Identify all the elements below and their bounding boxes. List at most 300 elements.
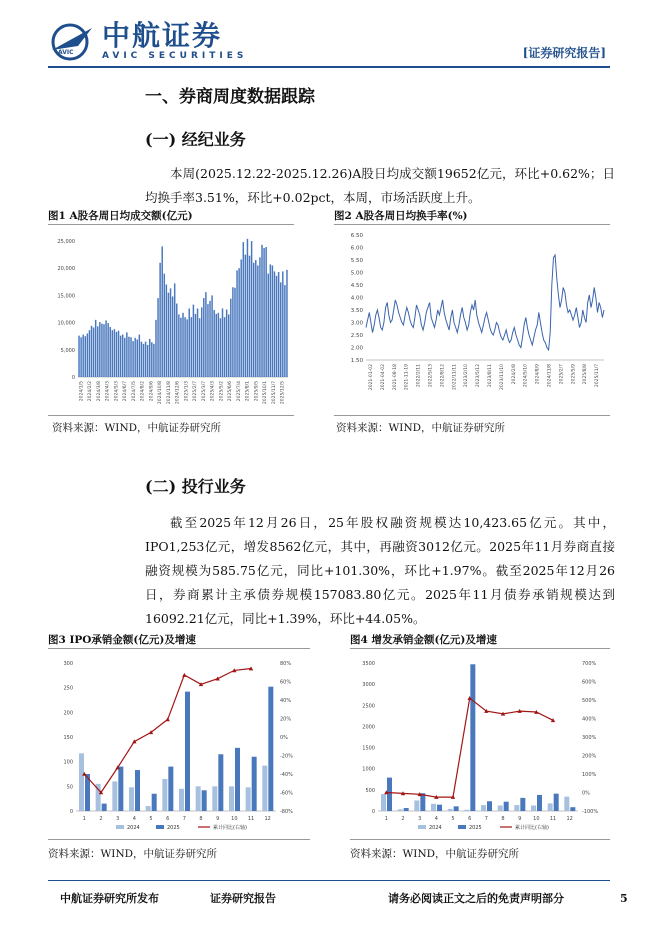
y-tick-label: 6.00 (350, 245, 363, 252)
y-tick-label: 2500 (362, 703, 375, 710)
bar (99, 322, 100, 377)
x-tick-label: 2021-08-18 (392, 364, 398, 391)
bar (103, 324, 104, 377)
x-tick-label: 2024/4/3 (105, 381, 111, 402)
x-tick-label: 2025/4/3 (210, 381, 216, 402)
bar (238, 268, 239, 377)
y2-tick-label: 80% (280, 661, 292, 667)
bar-2025 (504, 802, 509, 811)
y-tick-label: 0 (371, 809, 375, 815)
footer-rule (48, 880, 610, 881)
bar-2025 (470, 664, 475, 811)
bar (82, 335, 83, 377)
y-tick-label: 100 (63, 759, 73, 766)
bar (220, 318, 221, 377)
footer-report-type: 证券研究报告 (210, 892, 276, 905)
bar (124, 338, 125, 377)
bar (184, 317, 185, 377)
bar-2025 (102, 804, 107, 811)
x-tick-label: 2025/10/1 (263, 381, 269, 405)
bar (145, 342, 146, 377)
x-tick-label: 2024/5/10 (523, 364, 529, 388)
bar (243, 242, 244, 377)
bar (222, 308, 223, 377)
y-tick-label: 1000 (362, 766, 375, 773)
bar-2024 (381, 794, 386, 811)
bar (114, 329, 115, 377)
x-tick-label: 5 (149, 816, 153, 822)
x-tick-label: 2025/1/3 (184, 381, 190, 402)
x-tick-label: 10 (231, 816, 238, 822)
bar (182, 313, 183, 377)
x-tick-label: 2024/1/5 (79, 381, 85, 402)
figure1-title: 图1 A股各周日均成交额(亿元) (48, 210, 193, 222)
y2-tick-label: 60% (280, 679, 292, 686)
x-tick-label: 2021-04-02 (380, 364, 386, 391)
bar (249, 256, 250, 377)
legend-label-2025: 2025 (469, 825, 482, 831)
y-tick-label: 5.00 (350, 270, 363, 277)
bar-2024 (262, 766, 267, 811)
legend-swatch-2025 (156, 825, 164, 829)
bar (137, 339, 138, 377)
bar (78, 336, 79, 377)
legend-label-2025: 2025 (167, 825, 180, 831)
figure2-source: 资料来源：WIND，中航证券研究所 (336, 422, 506, 434)
legend-label-2024: 2024 (429, 825, 442, 831)
x-tick-label: 2024/12/6 (175, 381, 181, 405)
x-tick-label: 2025/2/7 (559, 364, 565, 385)
subsection-title-brokerage: (一) 经纪业务 (145, 130, 246, 149)
bar (245, 255, 246, 377)
x-tick-label: 2025/5/2 (219, 381, 225, 402)
x-tick-label: 2023/2/10 (464, 364, 470, 388)
bar (180, 318, 181, 377)
x-tick-label: 2022/5/13 (428, 364, 434, 388)
y2-tick-label: -100% (582, 809, 599, 815)
bar (85, 336, 86, 377)
bar (226, 310, 227, 377)
bar (118, 331, 119, 377)
bar-2025 (487, 801, 492, 811)
bar-2025 (218, 754, 223, 811)
bar (116, 332, 117, 377)
yoy-point (182, 673, 186, 677)
y-tick-label: 250 (63, 685, 73, 692)
bar (143, 344, 144, 377)
y-tick-label: 4.00 (350, 295, 363, 302)
y-tick-label: 3500 (362, 661, 375, 667)
bar (186, 319, 187, 377)
legend-label-yoy: 累计同比(右轴) (515, 825, 549, 831)
bar (134, 338, 135, 377)
x-tick-label: 2021-11-19 (404, 364, 410, 391)
bar (213, 310, 214, 377)
bar (178, 314, 179, 377)
bar (97, 326, 98, 377)
bar (176, 304, 177, 377)
bar-2024 (531, 806, 536, 811)
bar (157, 298, 158, 377)
avic-logo-icon (48, 20, 96, 62)
legend-swatch-2024 (116, 825, 124, 829)
figure3-source: 资料来源：WIND，中航证券研究所 (48, 848, 218, 860)
y2-tick-label: 400% (582, 716, 597, 723)
bar-2025 (118, 767, 123, 811)
y-tick-label: 15,000 (57, 293, 75, 300)
bar (193, 305, 194, 377)
y-tick-label: 3.00 (350, 320, 363, 327)
x-tick-label: 2025/12/5 (280, 381, 286, 405)
x-tick-label: 2024/7/5 (131, 381, 137, 402)
bar (126, 332, 127, 377)
bar-2024 (196, 786, 201, 811)
bar (199, 318, 200, 377)
x-tick-label: 2024/9/6 (149, 381, 155, 402)
bar-2024 (229, 786, 234, 811)
x-tick-label: 5 (451, 816, 455, 822)
bar (286, 270, 287, 377)
figure4-source: 资料来源：WIND，中航证券研究所 (350, 848, 520, 860)
y-tick-label: 0 (69, 809, 73, 815)
y-tick-label: 2.00 (350, 345, 363, 352)
brand-name-cn: 中航证券 (102, 19, 223, 52)
x-tick-label: 2022/8/12 (440, 364, 446, 388)
bar-2024 (398, 809, 403, 811)
bar (170, 288, 171, 377)
x-tick-label: 9 (216, 816, 220, 822)
x-tick-label: 6 (468, 816, 472, 822)
x-tick-label: 12 (264, 816, 271, 822)
bar (188, 308, 189, 377)
x-tick-label: 4 (132, 816, 136, 822)
bar-2024 (481, 805, 486, 811)
subsection-title-ibanking: (二) 投行业务 (145, 477, 246, 496)
y-tick-label: 0 (71, 375, 75, 381)
x-tick-label: 10 (533, 816, 540, 822)
bar (174, 283, 175, 377)
bar-2024 (448, 809, 453, 811)
header-rule (48, 66, 610, 68)
y-tick-label: 200 (63, 710, 73, 717)
cumulative-yoy-line (386, 698, 553, 797)
bar-2025 (520, 798, 525, 811)
bar (159, 263, 160, 377)
y2-tick-label: 700% (582, 661, 597, 667)
y2-tick-label: 200% (582, 753, 597, 760)
x-tick-label: 2023/5/12 (476, 364, 482, 388)
y-tick-label: 2000 (362, 724, 375, 731)
bar-2025 (268, 687, 273, 811)
bar (149, 339, 150, 377)
bar (247, 239, 248, 377)
bar (153, 344, 154, 377)
x-tick-label: 2022/2/11 (416, 364, 422, 388)
x-tick-label: 7 (484, 816, 488, 822)
turnover-line (366, 255, 604, 350)
bar (139, 335, 140, 377)
bar-2024 (498, 806, 503, 811)
y2-tick-label: -60% (280, 790, 293, 797)
bar (263, 248, 264, 377)
figure2-chart (334, 225, 610, 415)
x-tick-label: 2 (99, 816, 103, 822)
bar (101, 324, 102, 377)
bar-2024 (79, 753, 84, 811)
bar (87, 333, 88, 377)
bar-2025 (202, 790, 207, 811)
x-tick-label: 2025/8/1 (245, 381, 251, 402)
bar (218, 313, 219, 377)
y2-tick-label: 100% (582, 772, 597, 778)
bar (228, 314, 229, 377)
x-tick-label: 2025/11/7 (271, 381, 277, 405)
bar (259, 257, 260, 377)
x-tick-label: 4 (434, 816, 438, 822)
logo-text: AVIC (58, 49, 74, 56)
bar-2025 (537, 795, 542, 811)
x-tick-label: 2025/11/7 (595, 364, 601, 388)
page-number: 5 (620, 892, 628, 905)
y2-tick-label: 20% (280, 716, 292, 723)
bar (105, 320, 106, 377)
bar (161, 246, 162, 377)
x-tick-label: 2024/2/2 (88, 381, 94, 402)
y2-tick-label: 300% (582, 735, 597, 741)
bar (107, 323, 108, 377)
x-tick-label: 12 (566, 816, 573, 822)
bar-2024 (162, 779, 167, 811)
bar (274, 271, 275, 377)
figure4-title: 图4 增发承销金额(亿元)及增速 (350, 634, 497, 646)
x-tick-label: 2022/11/11 (452, 364, 458, 390)
bar (168, 293, 169, 377)
x-tick-label: 2024/11/8 (547, 364, 553, 388)
paragraph-ibanking: 截至2025年12月26日，25年股权融资规模达10,423.65亿元。其中，IPO1,253亿元，增发8562亿元，其中，再融资3012亿元。2025年11月券商直接融资规模为585.75亿元，同比+101.30%，环比+1.97%。截至2025年12月26日，券商累计主承债券规模157083.80亿元。2025年11月债券承销规模达到16092.21亿元，同比+1.39%，环比+44.05%。 (145, 515, 615, 626)
bar (236, 270, 237, 377)
x-tick-label: 11 (247, 816, 255, 822)
bar (120, 336, 121, 377)
x-tick-label: 11 (549, 816, 557, 822)
bar (203, 298, 204, 377)
bar (232, 287, 233, 377)
figure3-frame (48, 648, 310, 840)
bar-2024 (179, 789, 184, 811)
bar-2024 (564, 797, 569, 811)
x-tick-label: 2025/6/6 (228, 381, 234, 402)
bar (284, 285, 285, 377)
legend-label-yoy: 累计同比(右轴) (213, 825, 247, 831)
bar (251, 241, 252, 377)
y-tick-label: 20,000 (57, 266, 75, 273)
cumulative-yoy-line (84, 669, 251, 793)
y-tick-label: 4.50 (350, 283, 363, 289)
bar-2024 (548, 803, 553, 811)
x-tick-label: 2024/2/8 (511, 364, 517, 385)
x-tick-label: 2025/7/4 (236, 381, 242, 402)
bar (253, 263, 254, 377)
yoy-point (132, 739, 136, 743)
bar (95, 320, 96, 377)
y2-tick-label: 500% (582, 698, 597, 704)
bar (166, 285, 167, 377)
report-tag: [证券研究报告] (522, 46, 606, 60)
x-tick-label: 2023/11/10 (499, 364, 505, 390)
bar (89, 330, 90, 377)
figure3-chart (48, 649, 310, 839)
x-tick-label: 2025/3/7 (201, 381, 207, 402)
brand-name-en: AVIC SECURITIES (102, 51, 248, 61)
bar-2025 (554, 794, 559, 811)
x-tick-label: 8 (501, 816, 505, 822)
brand-logo (48, 20, 247, 62)
x-tick-label: 2024/5/3 (114, 381, 120, 402)
legend-label-2024: 2024 (127, 825, 140, 831)
x-tick-label: 2023/8/11 (487, 364, 493, 388)
bar (122, 335, 123, 377)
bar-2024 (212, 786, 217, 811)
bar (282, 271, 283, 377)
bar (272, 265, 273, 377)
legend-swatch-2024 (418, 825, 426, 829)
y2-tick-label: 40% (280, 698, 292, 704)
y-tick-label: 50 (66, 784, 73, 791)
bar-2025 (168, 767, 173, 811)
bar (91, 326, 92, 377)
y-tick-label: 5.50 (350, 258, 363, 264)
bar (191, 317, 192, 377)
bar (147, 345, 148, 377)
y-tick-label: 150 (63, 735, 73, 741)
bar-2025 (404, 808, 409, 811)
x-tick-label: 2024/6/7 (123, 381, 129, 402)
bar (234, 288, 235, 377)
figure2-frame (334, 224, 610, 416)
x-tick-label: 7 (182, 816, 186, 822)
bar-2024 (246, 787, 251, 811)
bar-2025 (235, 748, 240, 811)
x-tick-label: 2024/10/8 (158, 381, 164, 405)
x-tick-label: 2021-01-02 (368, 364, 374, 391)
bar (230, 299, 231, 377)
bar (270, 264, 271, 377)
y-tick-label: 2.50 (350, 333, 363, 339)
bar-2024 (414, 800, 419, 811)
bar (207, 304, 208, 377)
bar (240, 259, 241, 377)
bar (216, 314, 217, 377)
y-tick-label: 500 (365, 787, 375, 794)
x-tick-label: 6 (166, 816, 170, 822)
bar-2024 (464, 810, 469, 811)
x-tick-label: 2024/3/8 (96, 381, 102, 402)
bar (265, 247, 266, 377)
figure4-chart (350, 649, 610, 839)
bar-2025 (437, 805, 442, 811)
bar-2025 (454, 806, 459, 811)
x-tick-label: 2024/8/9 (535, 364, 541, 385)
bar (112, 330, 113, 377)
bar (93, 327, 94, 377)
bar-2024 (514, 805, 519, 811)
bar (164, 274, 165, 377)
bar-2025 (252, 757, 257, 811)
figure2-title: 图2 A股各周日均换手率(%) (334, 210, 468, 222)
y2-tick-label: -40% (280, 772, 293, 778)
bar (151, 342, 152, 377)
x-tick-label: 2025/2/7 (193, 381, 199, 402)
bar (280, 282, 281, 377)
x-tick-label: 2025/5/9 (571, 364, 577, 385)
bar (257, 265, 258, 377)
section-title: 一、券商周度数据跟踪 (145, 87, 315, 107)
bar-2024 (112, 781, 117, 811)
x-tick-label: 2025/8/8 (583, 364, 589, 385)
bar (211, 295, 212, 377)
x-tick-label: 1 (384, 816, 388, 822)
figure4-frame (350, 648, 610, 840)
bar (109, 327, 110, 377)
bar (80, 337, 81, 377)
bar (255, 260, 256, 377)
y-tick-label: 5,000 (60, 347, 75, 354)
x-tick-label: 2024/11/8 (166, 381, 172, 405)
bar-2025 (570, 807, 575, 811)
figure1-chart (48, 225, 294, 415)
bar (155, 320, 156, 377)
footer-publisher: 中航证券研究所发布 (60, 892, 159, 905)
y-tick-label: 1.50 (350, 358, 363, 364)
figure3-title: 图3 IPO承销金额(亿元)及增速 (48, 634, 196, 646)
bar (209, 301, 210, 377)
bar (201, 307, 202, 377)
bar (141, 342, 142, 377)
y2-tick-label: 0% (582, 790, 590, 797)
bar (128, 337, 129, 377)
bar-2024 (129, 787, 134, 811)
y2-tick-label: -20% (280, 753, 293, 760)
bar-2025 (135, 770, 140, 811)
bar (205, 292, 206, 377)
bar-2025 (185, 692, 190, 811)
bar (172, 296, 173, 377)
yoy-point (165, 717, 169, 721)
bar (195, 314, 196, 377)
bar-2024 (431, 804, 436, 811)
paragraph-brokerage: 本周(2025.12.22-2025.12.26)A股日均成交额19652亿元，环比+0.62%；日均换手率3.51%，环比+0.02pct，本周，市场活跃度上升。 (145, 166, 615, 205)
y2-tick-label: 0% (280, 735, 288, 741)
bar (278, 272, 279, 377)
bar-2025 (152, 794, 157, 811)
y-tick-label: 25,000 (57, 239, 75, 245)
footer-disclaimer: 请务必阅读正文之后的免责声明部分 (388, 892, 564, 905)
x-tick-label: 1 (82, 816, 86, 822)
y-tick-label: 3000 (362, 682, 375, 689)
bar (224, 317, 225, 377)
bar-2024 (146, 806, 151, 811)
x-tick-label: 9 (518, 816, 522, 822)
x-tick-label: 2024/8/2 (140, 381, 146, 402)
x-tick-label: 8 (199, 816, 203, 822)
bar (130, 337, 131, 377)
x-tick-label: 3 (418, 816, 422, 822)
legend-swatch-2025 (458, 825, 466, 829)
figure1-source: 资料来源：WIND，中航证券研究所 (52, 422, 222, 434)
y-tick-label: 1500 (362, 745, 375, 752)
bar (132, 341, 133, 377)
y2-tick-label: -80% (280, 809, 293, 815)
bar (276, 276, 277, 377)
